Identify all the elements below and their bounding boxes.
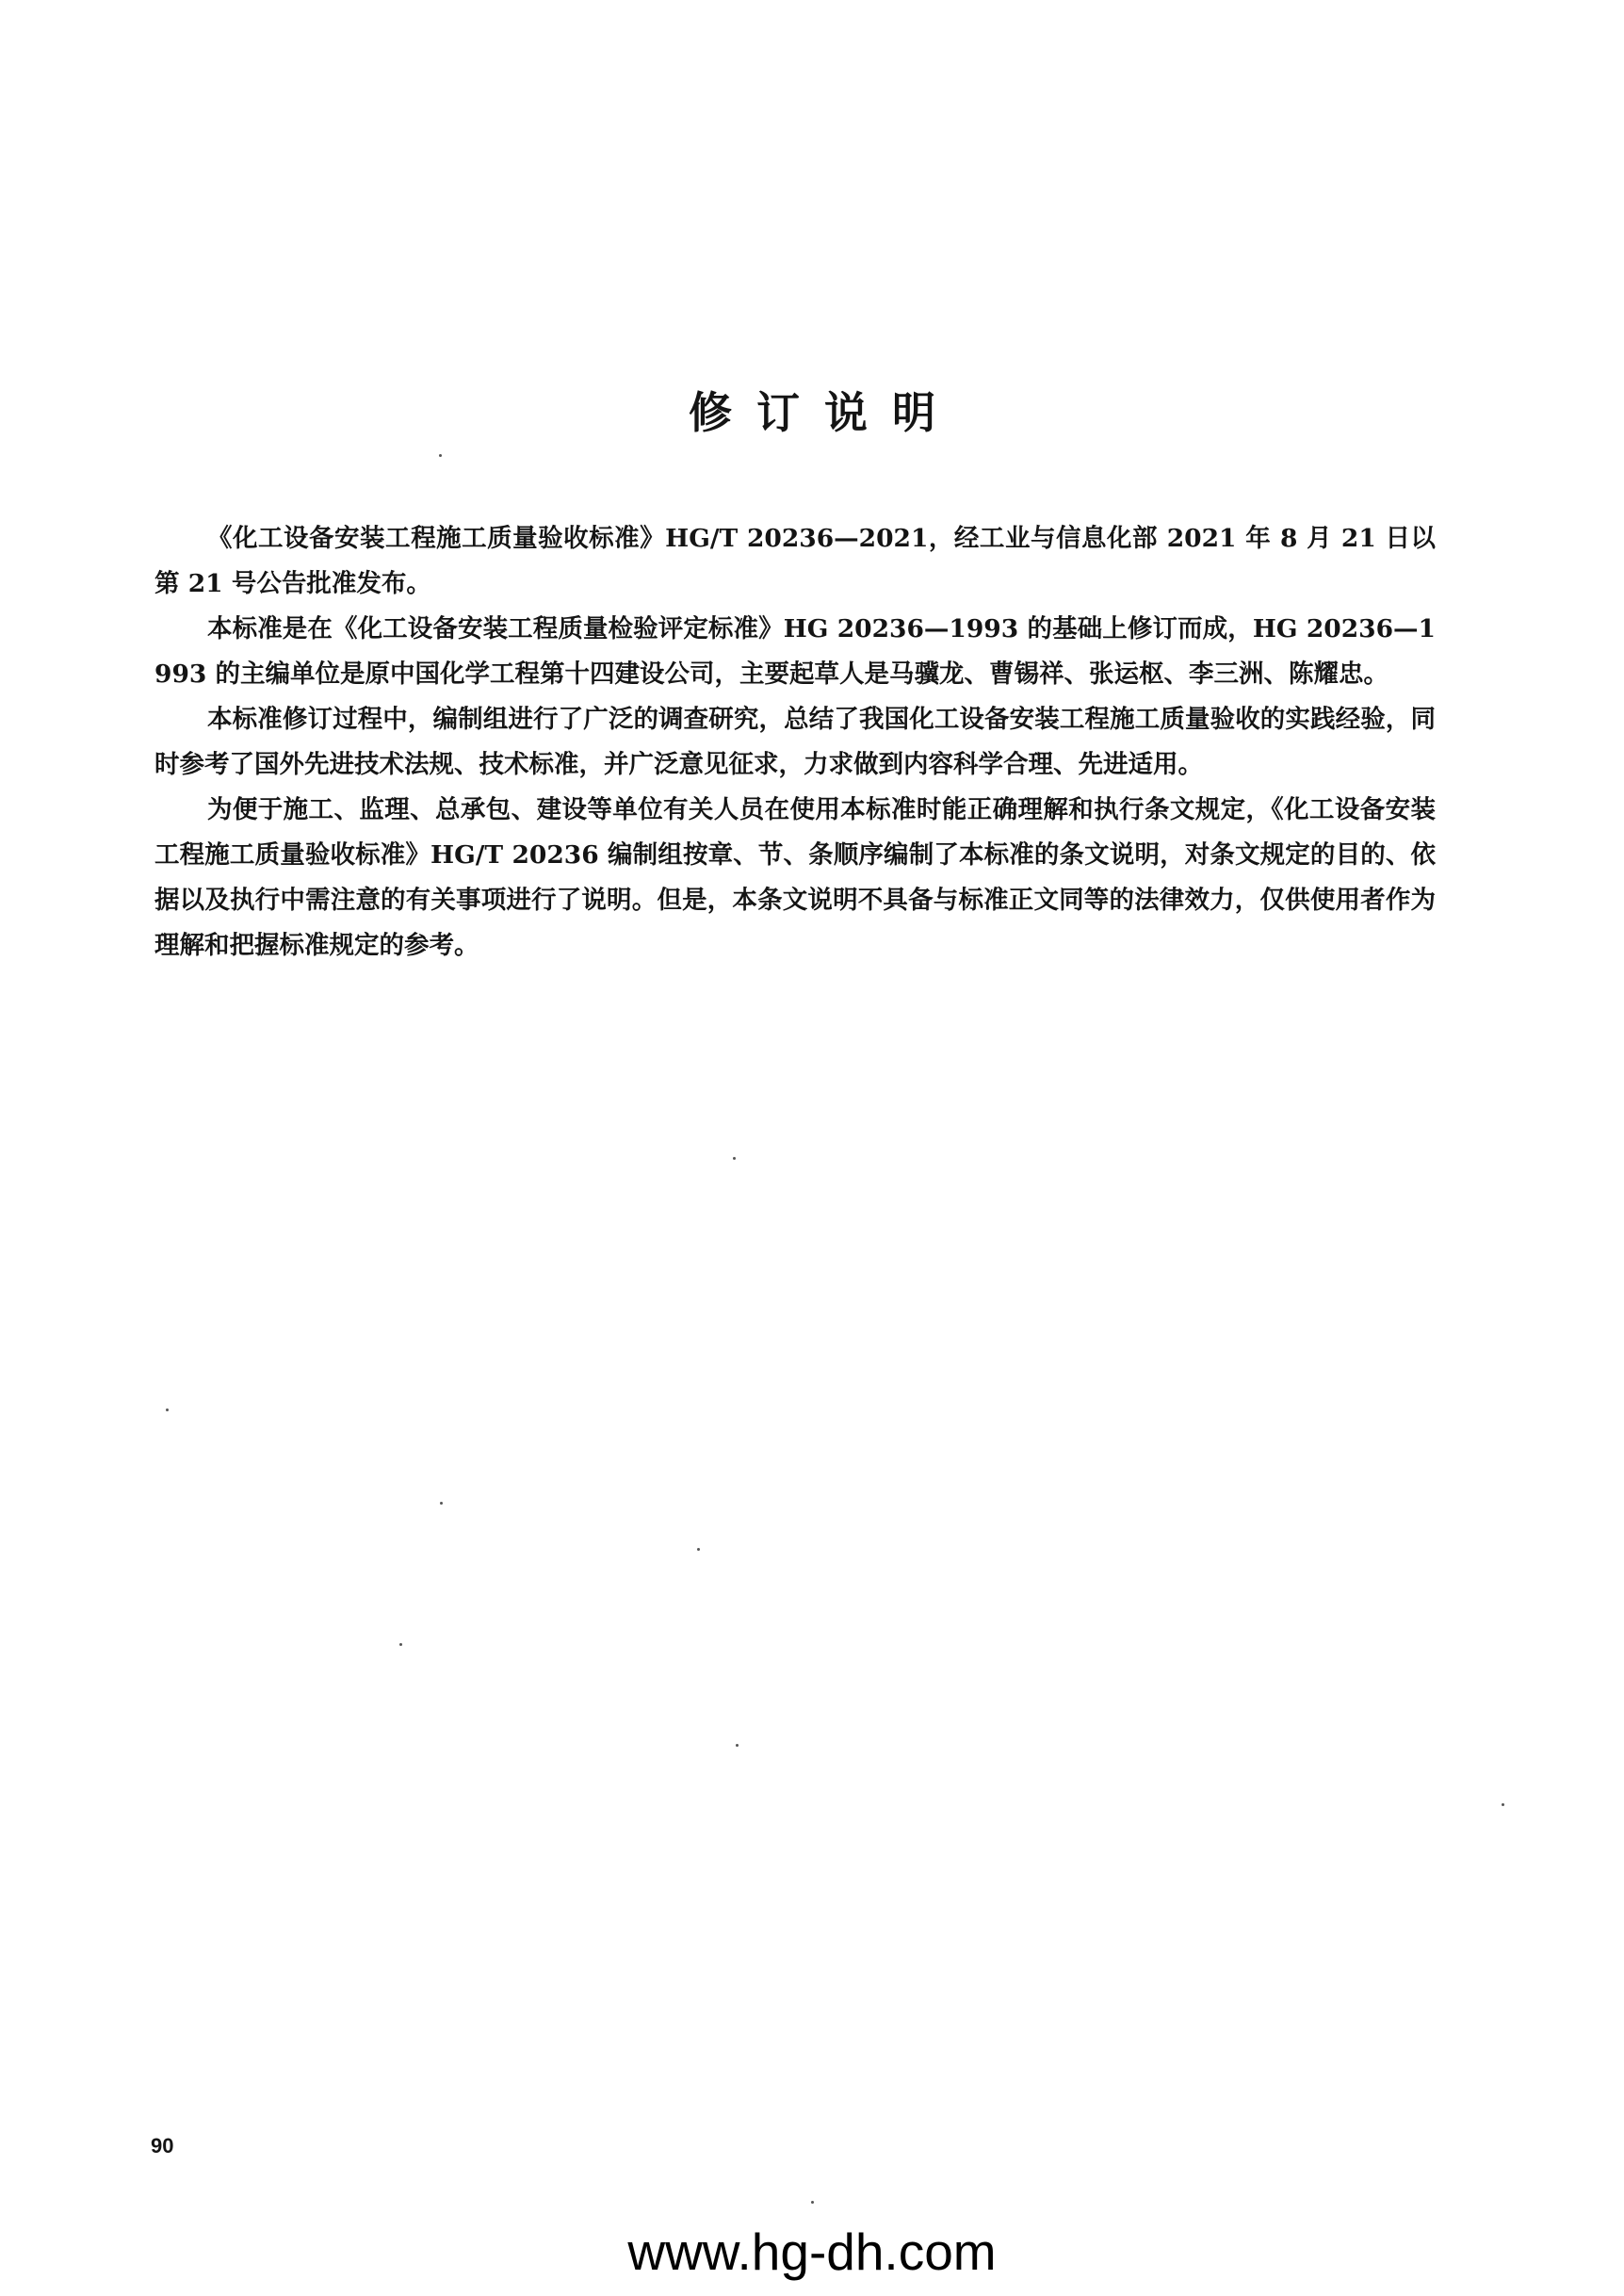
- scan-speck: [697, 1548, 700, 1551]
- scan-speck: [1502, 1803, 1504, 1806]
- watermark-url: www.hg-dh.com: [627, 2223, 997, 2281]
- paragraph-process: 本标准修订过程中，编制组进行了广泛的调查研究，总结了我国化工设备安装工程施工质量验收的实践经验，同时参考了国外先进技术法规、技术标准，并广泛意见征求，力求做到内容科学合理、先进适用。: [154, 705, 1436, 779]
- paragraph-purpose: 为便于施工、监理、总承包、建设等单位有关人员在使用本标准时能正确理解和执行条文规定，《化工设备安装工程施工质量验收标准》HG/T 20236 编制组按章、节、条顺序编制了本标准的条文说明，对条文规定的目的、依据以及执行中需注意的有关事项进行了说明。但是，本条文说明不具备与标准正文同等的法律效力，仅供使用者作为理解和把握标准规定的参考。: [154, 795, 1436, 960]
- paragraph-history: 本标准是在《化工设备安装工程质量检验评定标准》HG 20236—1993 的基础上修订而成，HG 20236—1993 的主编单位是原中国化学工程第十四建设公司，主要起草人是马骥龙、曹锡祥、张运枢、李三洲、陈耀忠。: [154, 614, 1436, 689]
- scan-speck: [811, 2201, 814, 2204]
- scan-speck: [736, 1744, 739, 1747]
- page-number: 90: [151, 2134, 174, 2158]
- scan-speck: [166, 1409, 169, 1411]
- page-title: 修订说明: [689, 387, 960, 438]
- body-text: [154, 516, 1436, 969]
- scan-speck: [440, 1502, 443, 1505]
- paragraph-approval: 《化工设备安装工程施工质量验收标准》HG/T 20236—2021，经工业与信息化部 2021 年 8 月 21 日以第 21 号公告批准发布。: [154, 524, 1436, 598]
- scan-speck: [733, 1157, 736, 1160]
- scan-speck: [399, 1643, 402, 1646]
- scan-speck: [439, 454, 442, 457]
